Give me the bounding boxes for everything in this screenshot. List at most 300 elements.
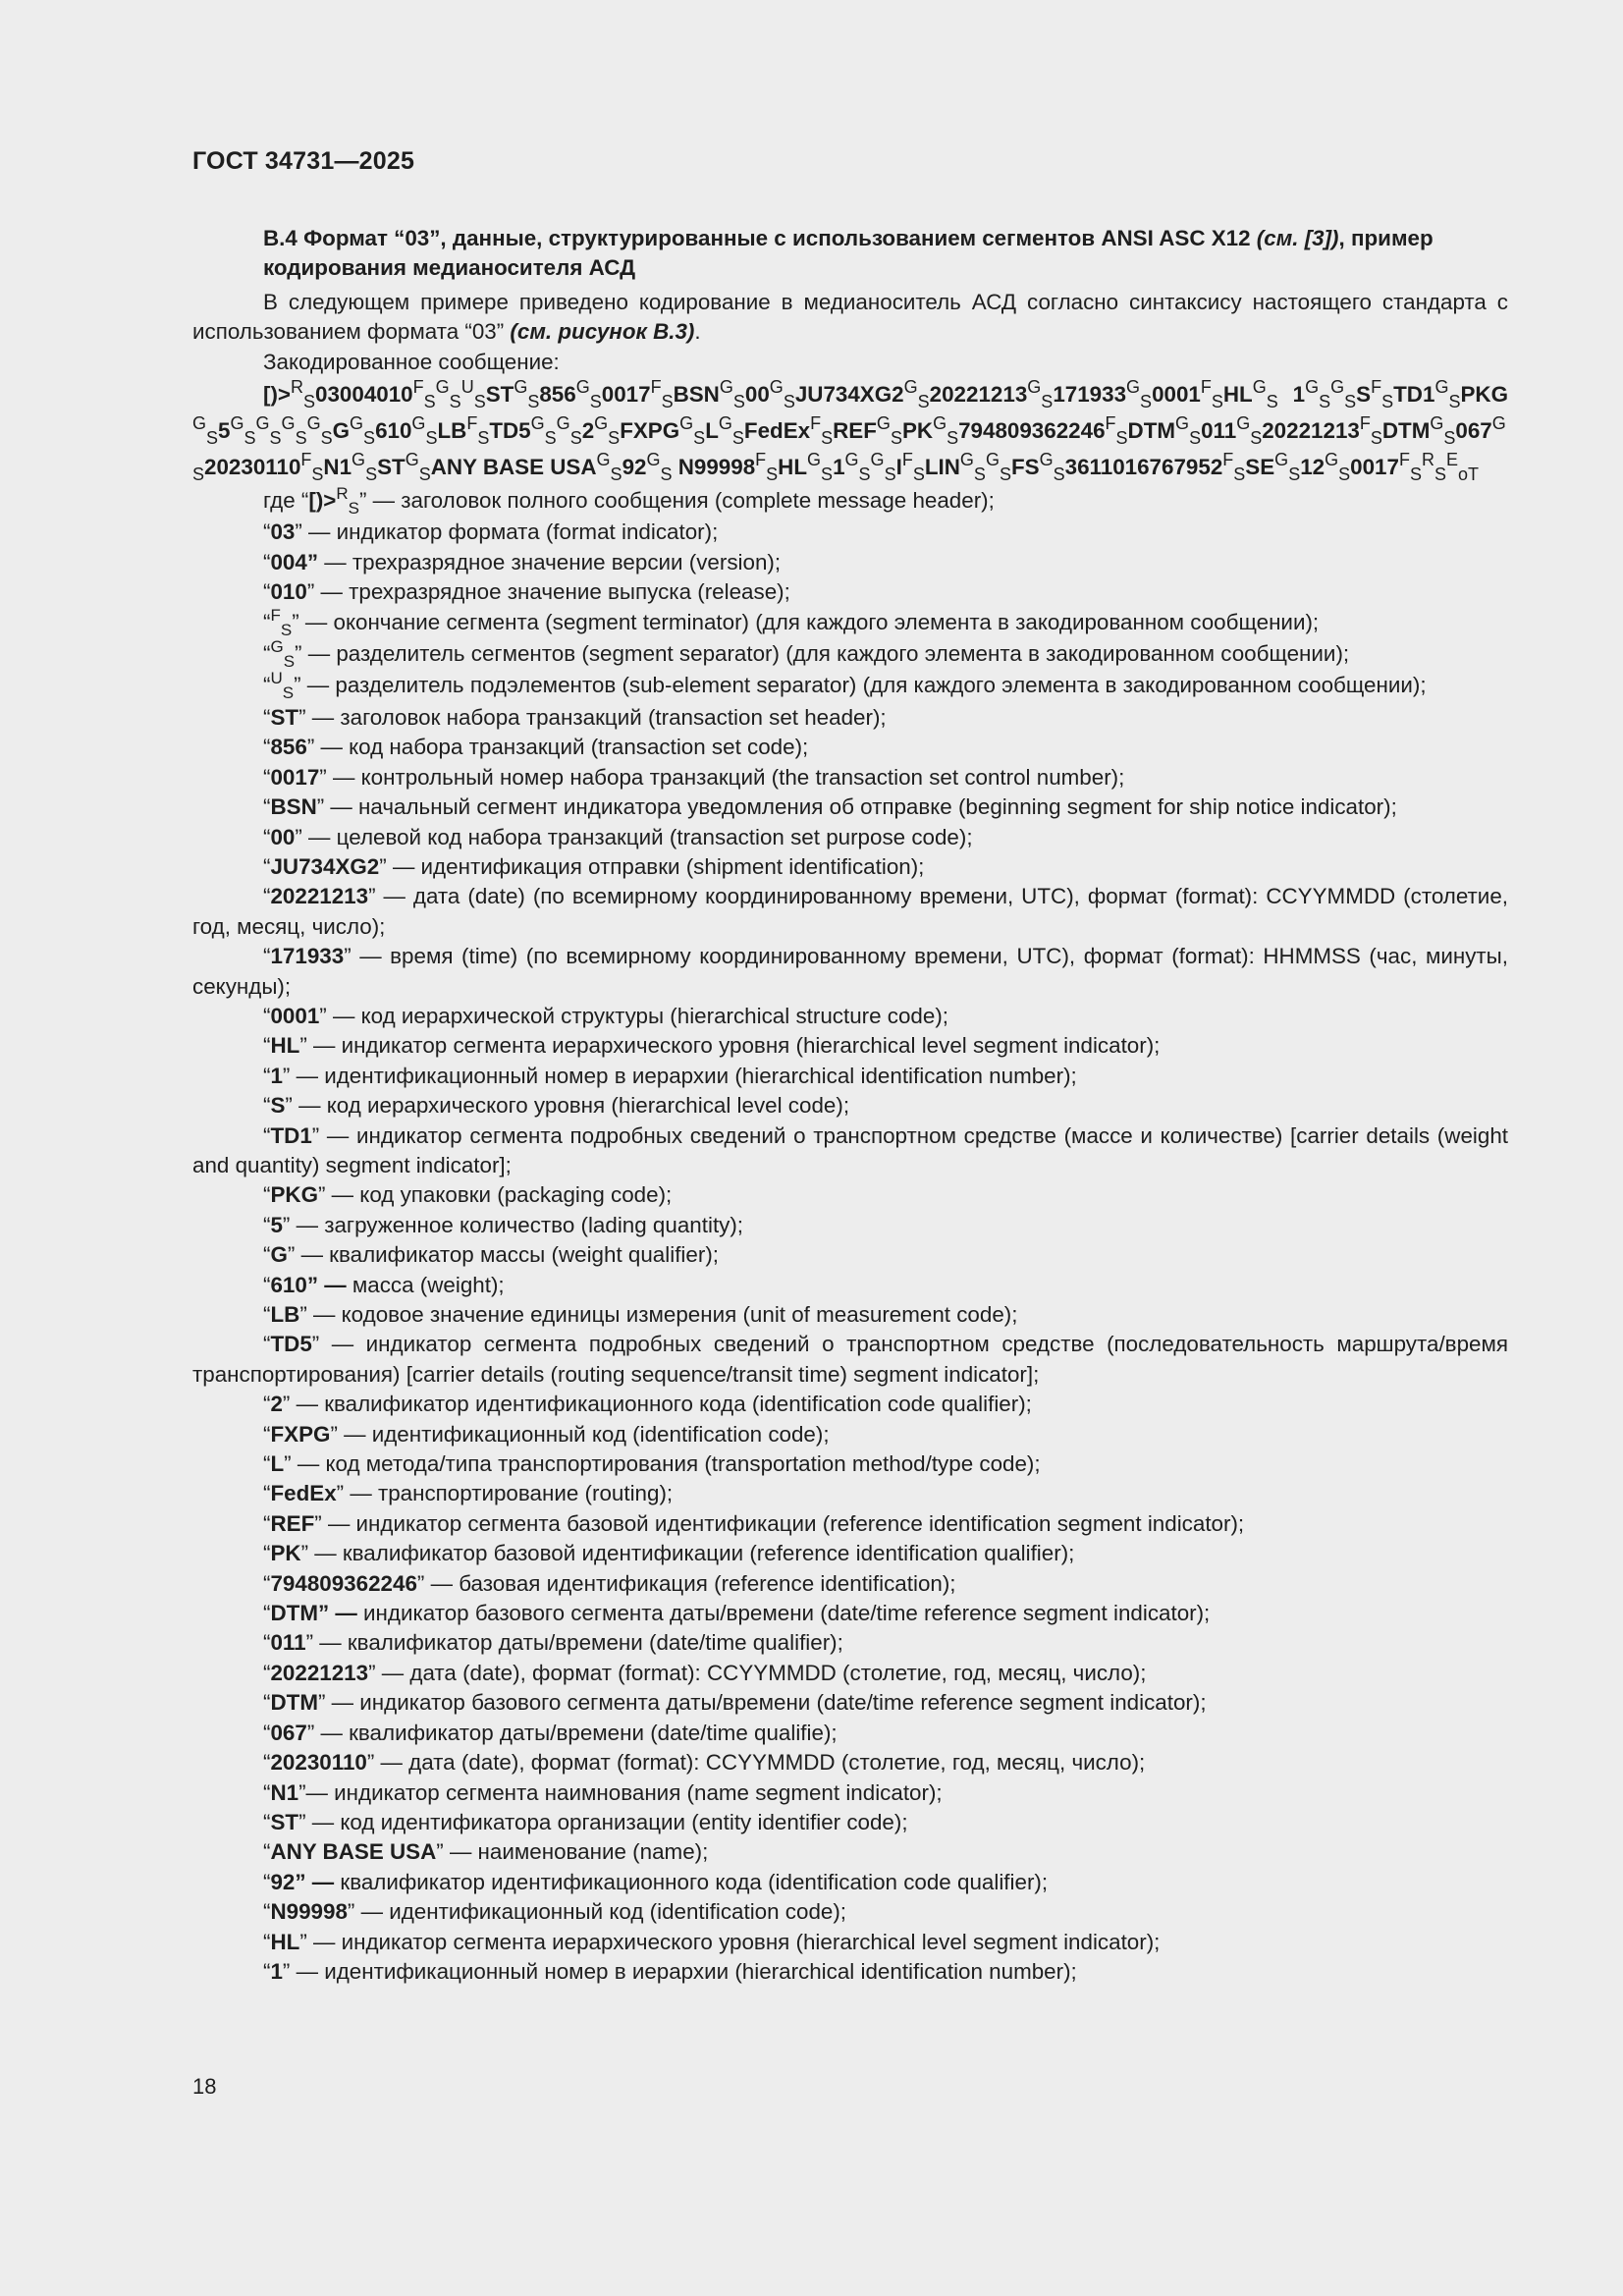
section-title-reference: (см. [3]) — [1256, 226, 1339, 250]
definition-item — [192, 577, 1508, 607]
encoded-token: G — [332, 418, 351, 444]
separator-lower: S — [1344, 392, 1357, 412]
definition-text: ” — дата (date) (по всемирному координированному времени, UTC), формат (format): CCYYMMDD (столетие, год, месяц, число); — [192, 884, 1508, 939]
definition-text: ” — индикатор базового сегмента даты/времени (date/time reference segment indicator); — [317, 1690, 1207, 1716]
separator-lower: S — [1140, 392, 1153, 412]
separator-upper: R — [291, 377, 303, 398]
definition-item — [192, 763, 1508, 793]
separator-symbol — [256, 413, 282, 448]
definition-text: ” — код набора транзакций (transaction set code); — [306, 735, 809, 760]
separator-lower: S — [608, 428, 621, 449]
separator-upper: U — [460, 377, 474, 398]
separator-lower: S — [1053, 465, 1065, 485]
encoded-token: REF — [833, 418, 877, 444]
definition-text: ” — индикатор сегмента иерархического уровня (hierarchical level segment indicator); — [299, 1929, 1161, 1954]
definition-prefix: “ — [263, 1929, 271, 1954]
encoded-token: L — [705, 418, 719, 444]
separator-upper: G — [405, 450, 419, 470]
page-number: 18 — [192, 2074, 217, 2099]
separator-symbol — [1222, 450, 1245, 484]
intro-text: В следующем примере приведено кодирование в медианоситель АСД согласно синтаксису настоящего стандарта с использованием формата “03” — [192, 289, 1508, 345]
separator-upper: F — [650, 377, 662, 398]
encoded-token: 20221213 — [1262, 418, 1360, 444]
encoded-token: 0017 — [601, 382, 651, 408]
encoded-token: ST — [485, 382, 514, 408]
separator-lower: S — [947, 428, 959, 449]
definition-code: TD1 — [270, 1122, 312, 1148]
encoded-token: 20221213 — [929, 382, 1028, 408]
separator-symbol — [352, 450, 377, 484]
definition-prefix: “ — [263, 1332, 271, 1357]
definition-code: 1 — [270, 1063, 283, 1088]
separator-symbol — [1371, 377, 1393, 411]
separator-lower: S — [365, 465, 378, 485]
separator-lower: S — [783, 392, 795, 412]
separator-lower: S — [1250, 428, 1263, 449]
encoded-token: ST — [377, 455, 406, 480]
separator-upper: G — [1252, 377, 1267, 398]
separator-lower: S — [917, 392, 930, 412]
separator-lower: S — [280, 620, 293, 639]
definition-text: ” — разделитель подэлементов (sub-element separator) (для каждого элемента в закодированном сообщении); — [294, 673, 1427, 698]
encoded-token: 00 — [744, 382, 770, 408]
separator-upper: G — [435, 377, 450, 398]
separator-upper: G — [959, 450, 974, 470]
definition-prefix: “ — [263, 1809, 271, 1834]
separator-symbol — [679, 413, 705, 448]
encoded-token: ANY BASE USA — [430, 455, 597, 480]
definition-item — [192, 486, 1508, 518]
separator-upper: F — [901, 450, 913, 470]
definition-prefix: “ — [263, 853, 271, 879]
separator-symbol — [1201, 377, 1223, 411]
separator-upper: F — [810, 413, 822, 434]
definition-prefix: “ — [263, 1958, 271, 1984]
definition-prefix: “ — [263, 1839, 271, 1865]
definition-code: 0017 — [270, 764, 320, 790]
section-title-text: В.4 Формат “03”, данные, структурированные с использованием сегментов ANSI ASC X12 — [263, 226, 1257, 250]
definition-prefix: “ — [263, 1481, 271, 1506]
document-header: ГОСТ 34731—2025 — [192, 147, 415, 175]
separator-symbol — [291, 377, 315, 411]
definition-prefix: “ — [263, 1242, 271, 1268]
separator-lower: S — [766, 465, 779, 485]
separator-symbol — [1274, 450, 1300, 484]
definition-text: ” — квалификатор базовой идентификации (reference identification qualifier); — [300, 1541, 1075, 1566]
separator-lower: S — [348, 499, 359, 519]
separator-lower: S — [243, 428, 256, 449]
separator-symbol — [1106, 413, 1128, 448]
separator-lower: S — [544, 428, 557, 449]
separator-upper: G — [1274, 450, 1289, 470]
separator-upper: G — [411, 413, 426, 434]
separator-upper: F — [1200, 377, 1212, 398]
separator-symbol — [720, 377, 745, 411]
document-body — [192, 224, 1508, 1987]
encoded-token: 856 — [539, 382, 576, 408]
definition-text: — трехразрядное значение версии (version); — [318, 549, 782, 574]
definition-code: HL — [270, 1033, 300, 1059]
definition-item — [192, 1479, 1508, 1508]
separator-upper: G — [718, 413, 732, 434]
encoded-token: 03004010 — [315, 382, 413, 408]
definition-prefix: “ — [263, 1421, 271, 1447]
definition-code: 5 — [270, 1212, 283, 1237]
definition-code: PKG — [270, 1182, 318, 1208]
definition-text: ” — код иерархической структуры (hierarchical structure code); — [319, 1003, 949, 1028]
definition-prefix: “ — [263, 1660, 271, 1685]
separator-upper: G — [1325, 450, 1339, 470]
definition-text: ” — идентификационный код (identification code); — [330, 1421, 830, 1447]
encoded-token: 3611016767952 — [1064, 455, 1223, 480]
definition-item — [192, 518, 1508, 547]
definition-code: BSN — [270, 794, 317, 820]
separator-symbol — [1430, 413, 1455, 448]
definition-item — [192, 1569, 1508, 1599]
definition-code: 0001 — [270, 1003, 320, 1028]
separator-symbol — [1330, 377, 1356, 411]
separator-upper: G — [844, 450, 859, 470]
separator-lower: S — [1288, 465, 1301, 485]
separator-upper: R — [1421, 450, 1434, 470]
separator-upper: G — [192, 413, 207, 434]
separator-symbol — [514, 377, 539, 411]
separator-lower: S — [1319, 392, 1331, 412]
definition-prefix: “ — [263, 735, 271, 760]
definition-item — [192, 1062, 1508, 1091]
definition-prefix: “ — [263, 1003, 271, 1028]
encoded-token: 12 — [1300, 455, 1325, 480]
separator-upper: G — [870, 450, 885, 470]
separator-symbol — [1360, 413, 1382, 448]
separator-symbol — [230, 413, 255, 448]
definition-code: PK — [270, 1541, 301, 1566]
separator-symbol — [1126, 377, 1152, 411]
definition-code: 171933 — [270, 944, 345, 969]
encoded-token: BSN — [673, 382, 720, 408]
separator-upper: G — [1330, 377, 1345, 398]
encoded-token: FXPG — [620, 418, 680, 444]
definition-code: G — [270, 1242, 288, 1268]
intro-end: . — [694, 319, 701, 345]
separator-lower: S — [1409, 465, 1422, 485]
separator-lower: S — [732, 392, 745, 412]
definition-text: ” — квалификатор идентификационного кода (identification code qualifier); — [282, 1392, 1032, 1417]
definition-text: ” — транспортирование (routing); — [336, 1481, 674, 1506]
definition-code: 067 — [270, 1720, 307, 1745]
definition-code: 92” — — [270, 1869, 335, 1894]
separator-upper: G — [1236, 413, 1251, 434]
definition-text: квалификатор идентификационного кода (identification code qualifier); — [334, 1869, 1049, 1894]
definition-text: ” — идентификация отправки (shipment identification); — [379, 853, 925, 879]
separator-symbol — [576, 377, 602, 411]
encoded-token: 011 — [1201, 418, 1237, 444]
encoded-token: [)> — [263, 382, 291, 408]
definition-prefix: “ — [263, 1541, 271, 1566]
definition-code: S — [270, 1093, 286, 1119]
separator-upper: G — [281, 413, 296, 434]
definition-prefix: “ — [263, 1272, 271, 1297]
separator-symbol — [411, 413, 437, 448]
definition-prefix: “ — [263, 884, 271, 909]
definition-prefix: “ — [263, 579, 271, 605]
encoded-token: HL — [1222, 382, 1253, 408]
definition-text: ” — код упаковки (packaging code); — [318, 1182, 673, 1208]
separator-symbol — [413, 377, 436, 411]
definition-item — [192, 1449, 1508, 1479]
definition-prefix: “ — [263, 794, 271, 820]
separator-symbol — [350, 413, 375, 448]
definition-code: ST — [270, 704, 299, 730]
definition-item — [192, 1420, 1508, 1449]
definition-code: 20221213 — [270, 884, 369, 909]
definition-item — [192, 1957, 1508, 1987]
encoded-token: 5 — [218, 418, 231, 444]
separator-lower: S — [423, 392, 436, 412]
separator-lower: S — [973, 465, 986, 485]
definition-text: ” — заголовок набора транзакций (transaction set header); — [298, 704, 887, 730]
definition-prefix: “ — [263, 1063, 271, 1088]
encoded-token: DTM — [1381, 418, 1431, 444]
definition-code: 00 — [270, 824, 296, 849]
definition-text: ” — квалификатор даты/времени (date/time qualifie); — [306, 1720, 838, 1745]
separator-upper: G — [270, 637, 284, 657]
definition-text: ” — заголовок полного сообщения (complete message header); — [358, 488, 995, 514]
definition-item — [192, 703, 1508, 733]
separator-upper: G — [1126, 377, 1141, 398]
separator-upper: G — [646, 450, 661, 470]
definition-code: 1 — [270, 1958, 283, 1984]
separator-lower: S — [661, 392, 674, 412]
separator-lower: S — [1211, 392, 1223, 412]
encoded-token: DTM — [1127, 418, 1176, 444]
definition-item — [192, 671, 1508, 702]
definition-item — [192, 823, 1508, 852]
section-title-text-end: , пример кодирования медианосителя АСД — [263, 226, 1434, 281]
definition-text: ” — окончание сегмента (segment terminator) (для каждого элемента в закодированном сообщении); — [292, 609, 1320, 634]
definition-text: ” — начальный сегмент индикатора уведомления об отправке (beginning segment for ship notice indicator); — [316, 794, 1397, 820]
definition-item — [192, 639, 1508, 671]
separator-upper: G — [575, 377, 590, 398]
definition-text: ” — индикатор сегмента базовой идентификации (reference identification segment indicator); — [314, 1510, 1245, 1536]
definition-prefix: “ — [263, 1690, 271, 1716]
definition-item — [192, 852, 1508, 882]
separator-upper: G — [556, 413, 570, 434]
definition-text: ” — код иерархического уровня (hierarchical level code); — [285, 1093, 850, 1119]
separator-lower: S — [1381, 392, 1394, 412]
separator-symbol — [1422, 450, 1446, 484]
definition-prefix: “ — [263, 824, 271, 849]
definition-prefix: “ — [263, 1093, 271, 1119]
separator-symbol — [406, 450, 431, 484]
separator-lower: S — [569, 428, 582, 449]
definition-item — [192, 548, 1508, 577]
encoded-token: N99998 — [672, 455, 756, 480]
separator-symbol — [192, 413, 218, 448]
separator-symbol — [597, 450, 622, 484]
separator-symbol — [986, 450, 1011, 484]
encoded-token: I — [895, 455, 902, 480]
separator-lower: S — [527, 392, 540, 412]
separator-lower: S — [821, 428, 834, 449]
separator-lower: S — [1041, 392, 1054, 412]
definition-code: 856 — [270, 735, 307, 760]
encoded-token: 067 — [1455, 418, 1492, 444]
definition-code: DTM — [270, 1690, 318, 1716]
separator-lower: S — [1266, 392, 1278, 412]
definition-code: 03 — [270, 519, 296, 545]
encoded-message-label: Закодированное сообщение: — [263, 349, 560, 374]
separator-upper: F — [300, 450, 312, 470]
definition-code: 20230110 — [270, 1750, 367, 1776]
definition-text: ” — индикатор формата (format indicator); — [295, 519, 719, 545]
encoded-token: LB — [437, 418, 467, 444]
definition-item — [192, 1330, 1508, 1390]
definition-prefix: “ — [263, 1510, 271, 1536]
definition-item — [192, 1628, 1508, 1658]
separator-lower: S — [589, 392, 602, 412]
definition-text: масса (weight); — [346, 1272, 505, 1297]
separator-lower: S — [206, 428, 219, 449]
separator-symbol — [933, 413, 958, 448]
definition-text: ” — базовая идентификация (reference identification); — [416, 1570, 956, 1596]
definition-text: ” — идентификационный номер в иерархии (hierarchical identification number); — [282, 1958, 1077, 1984]
definition-prefix: “ — [263, 673, 271, 698]
encoded-token: 1 — [833, 455, 845, 480]
encoded-token: 794809362246 — [958, 418, 1106, 444]
separator-upper: G — [352, 450, 366, 470]
definition-item — [192, 1599, 1508, 1628]
separator-upper: F — [466, 413, 478, 434]
separator-upper: F — [1398, 450, 1410, 470]
definition-item — [192, 1808, 1508, 1837]
separator-lower: S — [425, 428, 438, 449]
separator-upper: G — [350, 413, 364, 434]
separator-lower: S — [303, 392, 316, 412]
separator-lower: S — [1338, 465, 1351, 485]
encoded-token: 2 — [581, 418, 595, 444]
separator-upper: G — [985, 450, 1000, 470]
definition-code: L — [270, 1451, 285, 1477]
separator-lower: S — [418, 465, 431, 485]
definition-text: ” — время (time) (по всемирному координированному времени, UTC), формат (format): HHMMSS (час, минуты, секунды); — [192, 944, 1508, 999]
separator-symbol — [557, 413, 582, 448]
definition-prefix: “ — [263, 1212, 271, 1237]
definition-prefix: “ — [263, 1899, 271, 1925]
encoded-token: TD1 — [1393, 382, 1435, 408]
definition-item — [192, 1121, 1508, 1181]
intro-paragraph — [192, 288, 1508, 348]
definition-text: ” — идентификационный номер в иерархии (hierarchical identification number); — [282, 1063, 1077, 1088]
definition-prefix: “ — [263, 1869, 271, 1894]
definition-item — [192, 1509, 1508, 1539]
encoded-token: LIN — [924, 455, 960, 480]
separator-symbol — [282, 413, 307, 448]
separator-symbol — [651, 377, 674, 411]
definition-prefix: “ — [263, 944, 271, 969]
definition-code: 004” — [270, 549, 319, 574]
separator-symbol — [1175, 413, 1201, 448]
separator-upper: G — [1434, 377, 1449, 398]
separator-symbol — [307, 413, 333, 448]
definition-item — [192, 1897, 1508, 1927]
separator-upper: R — [336, 484, 349, 504]
definition-code: ST — [270, 1809, 299, 1834]
definition-item — [192, 942, 1508, 1002]
separator-symbol — [461, 377, 486, 411]
definition-code: TD5 — [270, 1332, 312, 1357]
separator-upper: F — [270, 605, 281, 625]
separator-upper: G — [1027, 377, 1042, 398]
encoded-token: JU734XG2 — [794, 382, 904, 408]
definition-item — [192, 1031, 1508, 1061]
definition-code: REF — [270, 1510, 315, 1536]
encoded-message — [192, 377, 1508, 486]
definition-prefix: “ — [263, 1122, 271, 1148]
separator-upper: G — [679, 413, 694, 434]
definition-code: 794809362246 — [270, 1570, 417, 1596]
separator-upper: G — [514, 377, 528, 398]
separator-upper: G — [769, 377, 784, 398]
separator-lower: S — [1370, 428, 1382, 449]
encoded-token: 0017 — [1350, 455, 1399, 480]
encoded-token: 92 — [622, 455, 647, 480]
definition-text: ” — код идентификатора организации (entity identifier code); — [298, 1809, 908, 1834]
definition-item — [192, 733, 1508, 762]
definition-code: N1 — [270, 1779, 299, 1805]
definition-code: 20221213 — [270, 1660, 369, 1685]
separator-lower: S — [363, 428, 376, 449]
definition-text: ” — индикатор сегмента подробных сведений о транспортном средстве (последовательность маршрута/время транспортирования) [carrier details (routing sequence/transit time) segment indicator]; — [192, 1332, 1508, 1387]
definition-item — [192, 1180, 1508, 1210]
separator-upper: F — [755, 450, 767, 470]
definition-prefix: “ — [263, 519, 271, 545]
section-title — [192, 224, 1508, 284]
separator-symbol — [719, 413, 744, 448]
definition-text: ” — дата (date), формат (format): CCYYMMDD (столетие, год, месяц, число); — [366, 1750, 1146, 1776]
definition-code: LB — [270, 1302, 300, 1327]
definition-item — [192, 1390, 1508, 1419]
separator-lower: S — [283, 652, 296, 672]
definition-item — [192, 1240, 1508, 1270]
separator-lower: S — [1448, 392, 1461, 412]
separator-lower: S — [890, 428, 902, 449]
separator-lower: S — [192, 465, 205, 485]
separator-lower: S — [320, 428, 333, 449]
definition-text: ” — контрольный номер набора транзакций (the transaction set control number); — [319, 764, 1125, 790]
definition-code: 011 — [270, 1630, 306, 1656]
separator-symbol — [755, 450, 778, 484]
encoded-token: 0001 — [1152, 382, 1201, 408]
definition-item — [192, 1748, 1508, 1777]
separator-upper: G — [1305, 377, 1320, 398]
intro-reference: (см. рисунок В.3) — [510, 319, 695, 345]
definition-text: ” — дата (date), формат (format): CCYYMMDD (столетие, год, месяц, число); — [368, 1660, 1147, 1685]
separator-upper: F — [412, 377, 424, 398]
encoded-token: FedEx — [743, 418, 811, 444]
definition-prefix: “ — [263, 549, 271, 574]
definition-code: DTM” — — [270, 1601, 357, 1626]
definition-text: ” — разделитель сегментов (segment separator) (для каждого элемента в закодированном сообщении); — [295, 641, 1350, 667]
encoded-token: 610 — [375, 418, 412, 444]
definition-prefix: “ — [263, 1779, 271, 1805]
definition-prefix: “ — [263, 1570, 271, 1596]
separator-lower: S — [449, 392, 461, 412]
separator-lower: S — [693, 428, 706, 449]
separator-upper: G — [255, 413, 270, 434]
definition-item — [192, 1778, 1508, 1808]
definition-item — [192, 1539, 1508, 1568]
